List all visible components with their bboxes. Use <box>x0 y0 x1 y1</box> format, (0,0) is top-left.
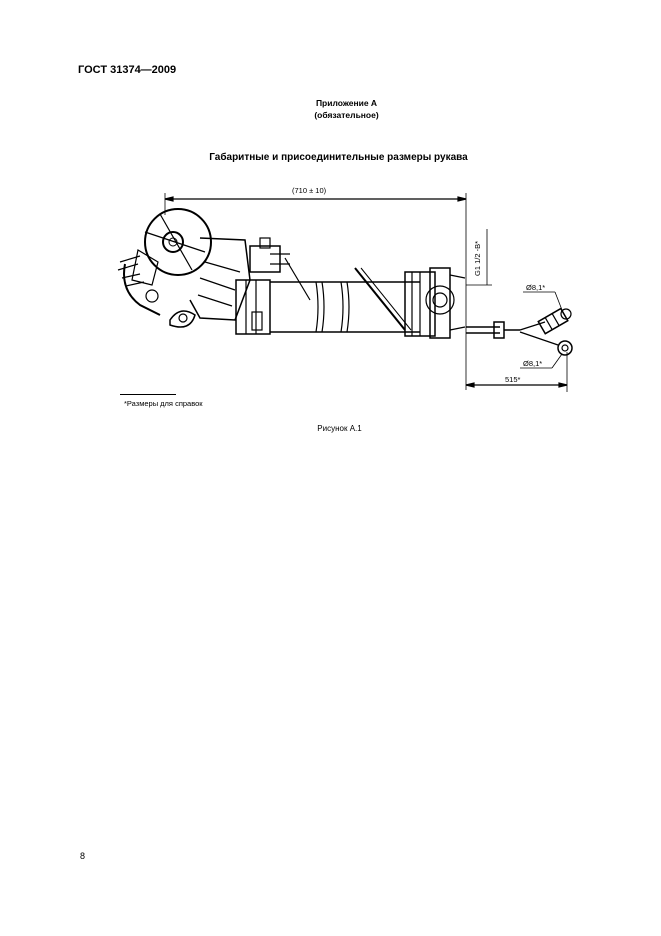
thread-label: G1 1/2 -B* <box>473 240 482 276</box>
annex-title: Приложение А <box>315 98 378 108</box>
figure-caption: Рисунок А.1 <box>317 424 362 433</box>
diameter-top-label: Ø8,1* <box>526 283 546 292</box>
footnote-divider <box>120 394 176 395</box>
hose-drawing <box>0 0 661 420</box>
overall-length-label: (710 ± 10) <box>292 186 327 195</box>
annex-status: (обязательное) <box>314 110 379 120</box>
footnote: *Размеры для справок <box>124 399 203 408</box>
tail-length-label: 515* <box>505 375 521 384</box>
diameter-bottom-label: Ø8,1* <box>523 359 543 368</box>
section-title: Габаритные и присоединительные размеры рукава <box>209 152 468 163</box>
page-number: 8 <box>80 851 86 861</box>
document-header: ГОСТ 31374—2009 <box>78 64 177 76</box>
